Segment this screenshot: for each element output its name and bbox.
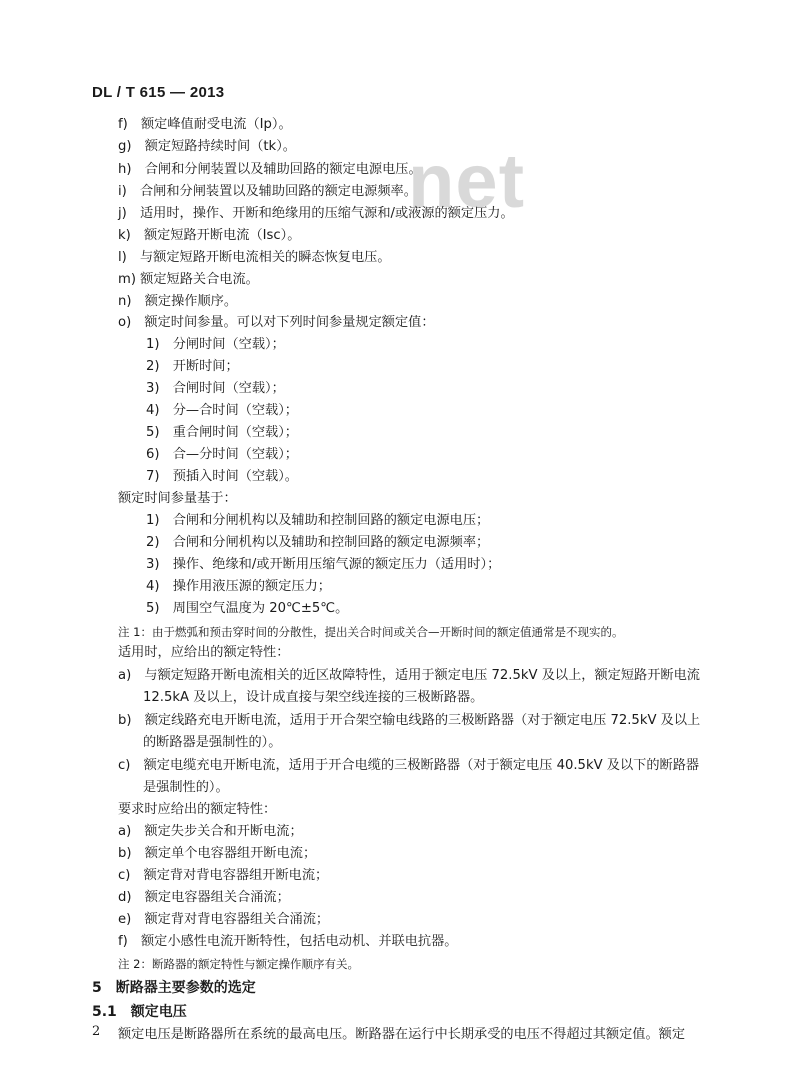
text-line: 要求时应给出的额定特性：: [118, 802, 277, 817]
text-line: 3) 操作、绝缘和/或开断用压缩气源的额定压力（适用时）；: [146, 557, 501, 572]
text-line: 适用时，应给出的额定特性：: [118, 645, 290, 660]
text-line: d) 额定电容器组关合涌流；: [118, 890, 290, 905]
text-line: 5) 周围空气温度为 20℃±5℃。: [146, 601, 349, 616]
text-line: 12.5kA 及以上，设计成直接与架空线连接的三极断路器。: [143, 690, 484, 705]
text-line: c) 额定电缆充电开断电流，适用于开合电缆的三极断路器（对于额定电压 40.5kV 及以下的断路器: [118, 758, 700, 773]
text-line: m) 额定短路关合电流。: [118, 272, 259, 287]
text-line: 1) 分闸时间（空载）；: [146, 337, 285, 352]
text-line: 5) 重合闸时间（空载）；: [146, 425, 298, 440]
text-line: 2) 开断时间；: [146, 359, 239, 374]
text-line: b) 额定线路充电开断电流，适用于开合架空输电线路的三极断路器（对于额定电压 72.5kV 及以上: [118, 713, 701, 728]
text-line: a) 额定失步关合和开断电流；: [118, 824, 303, 839]
text-line: 2) 合闸和分闸机构以及辅助和控制回路的额定电源频率；: [146, 535, 490, 550]
subsection-heading: 5.1 额定电压: [92, 1004, 187, 1020]
text-line: f) 额定小感性电流开断特性，包括电动机、并联电抗器。: [118, 934, 458, 949]
text-line: j) 适用时，操作、开断和绝缘用的压缩气源和/或液源的额定压力。: [118, 206, 514, 221]
text-line: 4) 操作用液压源的额定压力；: [146, 579, 331, 594]
text-line: 6) 合—分时间（空载）；: [146, 447, 298, 462]
section-heading: 5 断路器主要参数的选定: [92, 980, 256, 996]
text-line: g) 额定短路持续时间（tk）。: [118, 139, 296, 154]
text-line: 额定时间参量基于：: [118, 491, 237, 506]
note-line: 注 2：断路器的额定特性与额定操作顺序有关。: [118, 957, 359, 971]
text-line: 的断路器是强制性的）。: [143, 735, 282, 750]
text-line: f) 额定峰值耐受电流（Ip）。: [118, 117, 292, 132]
text-line: o) 额定时间参量。可以对下列时间参量规定额定值：: [118, 315, 435, 330]
text-line: c) 额定背对背电容器组开断电流；: [118, 868, 329, 883]
text-line: a) 与额定短路开断电流相关的近区故障特性，适用于额定电压 72.5kV 及以上，额定短路开断电流: [118, 668, 700, 683]
text-line: 3) 合闸时间（空载）；: [146, 381, 285, 396]
text-line: i) 合闸和分闸装置以及辅助回路的额定电源频率。: [118, 184, 417, 199]
text-line: 1) 合闸和分闸机构以及辅助和控制回路的额定电源电压；: [146, 513, 490, 528]
text-line: h) 合闸和分闸装置以及辅助回路的额定电源电压。: [118, 162, 422, 177]
note-line: 注 1：由于燃弧和预击穿时间的分散性，提出关合时间或关合—开断时间的额定值通常是不现实的。: [118, 625, 624, 639]
text-line: b) 额定单个电容器组开断电流；: [118, 846, 317, 861]
text-line: e) 额定背对背电容器组关合涌流；: [118, 912, 330, 927]
text-line: 4) 分—合时间（空载）；: [146, 403, 298, 418]
page-number: 2: [92, 1024, 101, 1039]
watermark: net: [408, 139, 525, 224]
text-line: 是强制性的）。: [143, 780, 229, 795]
text-line: l) 与额定短路开断电流相关的瞬态恢复电压。: [118, 250, 391, 265]
standard-number-header: DL / T 615 — 2013: [92, 84, 225, 101]
text-line: k) 额定短路开断电流（Isc）。: [118, 228, 301, 243]
text-line: n) 额定操作顺序。: [118, 294, 238, 309]
text-line: 7) 预插入时间（空载）。: [146, 469, 298, 484]
text-line: 额定电压是断路器所在系统的最高电压。断路器在运行中长期承受的电压不得超过其额定值。额定: [118, 1027, 686, 1042]
